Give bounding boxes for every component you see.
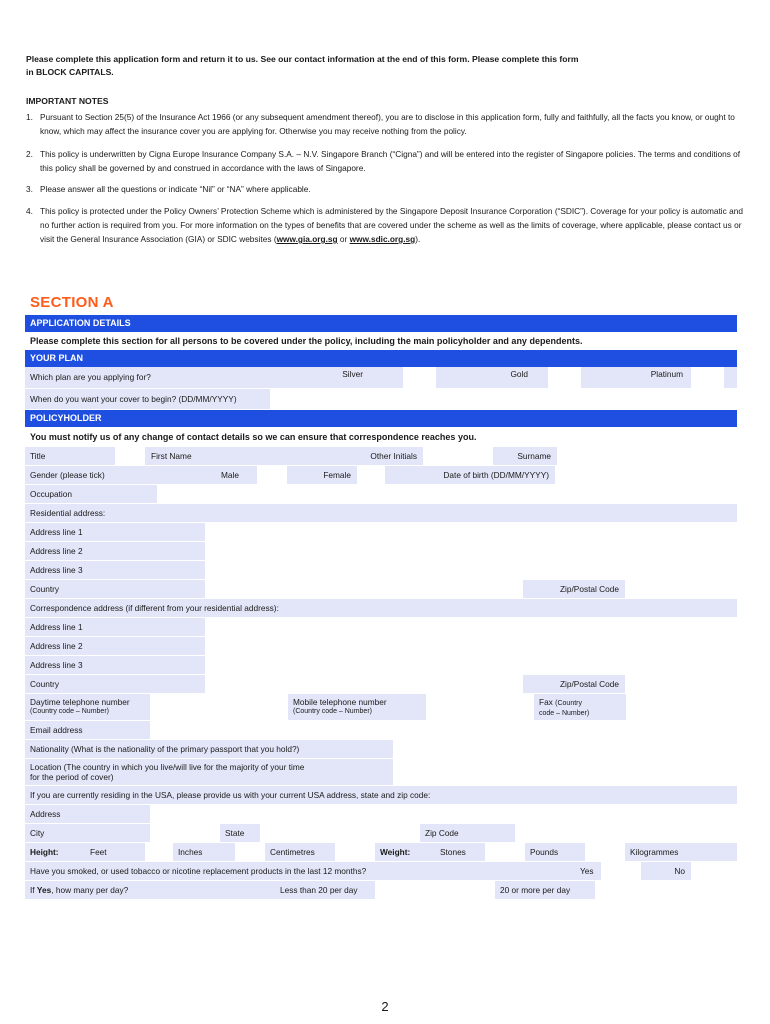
important-notes-heading: IMPORTANT NOTES xyxy=(26,96,109,106)
name-row xyxy=(25,447,737,466)
nationality-row xyxy=(25,740,737,759)
more-than-20-checkbox[interactable] xyxy=(595,881,737,899)
cover-start-row xyxy=(25,389,737,410)
nationality-field[interactable] xyxy=(393,740,737,758)
pounds-field[interactable] xyxy=(585,843,625,861)
note-2 xyxy=(26,147,746,175)
residential-heading-row xyxy=(25,504,737,523)
corr-country-row xyxy=(25,675,737,694)
note-4 xyxy=(26,204,746,246)
note-number: 1. xyxy=(26,112,33,122)
usa-address-label-field: Address xyxy=(25,805,150,823)
smoking-row xyxy=(25,862,737,881)
email-label: Email address xyxy=(25,721,150,739)
smoking-no-checkbox[interactable] xyxy=(691,862,737,880)
mobile-phone-label xyxy=(288,694,426,720)
gender-label: Gender (please tick) xyxy=(25,466,157,484)
res-address-line-2-field[interactable] xyxy=(205,542,737,560)
occupation-row xyxy=(25,485,737,504)
inches-label: Inches xyxy=(173,843,235,861)
phone-row xyxy=(25,694,737,721)
open-paren: ( xyxy=(273,234,277,244)
policyholder-header: POLICYHOLDER xyxy=(25,410,737,427)
plan-platinum-checkbox[interactable] xyxy=(691,367,724,388)
smoking-question-label: Have you smoked, or used tobacco or nicotine replacement products in the last 12 months? xyxy=(25,862,575,880)
gia-website-link[interactable]: www.gia.org.sg xyxy=(276,234,338,244)
corr-country-field[interactable] xyxy=(205,675,523,693)
note-text: This policy is underwritten by Cigna Europe Insurance Company S.A. – N.V. Singapore Branch (“Cigna”) and will be entered into the register of Singapore policies. The terms and conditions of this policy shall be governed by and construed in accordance with the laws of Singapore. xyxy=(40,149,741,173)
fax-hint-1: (Country xyxy=(555,700,582,707)
surname-label: Surname xyxy=(493,447,557,465)
correspondence-address-label: Correspondence address (if different from your residential address): xyxy=(25,599,737,617)
fax-text: Fax xyxy=(539,697,553,707)
res-country-row xyxy=(25,580,737,599)
res-address-line-2-row xyxy=(25,542,737,561)
city-field[interactable] xyxy=(150,824,220,842)
corr-country-label: Country xyxy=(25,675,205,693)
usa-address-label: If you are currently residing in the USA, please provide us with your current USA address, state and zip code: xyxy=(25,786,737,804)
note-3 xyxy=(26,182,746,196)
corr-address-line-2-field[interactable] xyxy=(205,637,737,655)
application-form xyxy=(25,315,737,900)
corr-address-line-1-label: Address line 1 xyxy=(25,618,205,636)
corr-address-line-1-row xyxy=(25,618,737,637)
daytime-phone-field[interactable] xyxy=(150,694,288,720)
per-day-question-label xyxy=(25,881,275,899)
occupation-label: Occupation xyxy=(25,485,157,503)
cover-start-label: When do you want your cover to begin? (DD/MM/YYYY) xyxy=(25,389,270,409)
more-than-20-label: 20 or more per day xyxy=(495,881,595,899)
plan-gold-label: Gold xyxy=(436,367,548,388)
male-label: Male xyxy=(157,466,257,484)
your-plan-header: YOUR PLAN xyxy=(25,350,737,367)
daytime-phone-label xyxy=(25,694,150,720)
corr-address-line-3-field[interactable] xyxy=(205,656,737,674)
corr-address-line-2-label: Address line 2 xyxy=(25,637,205,655)
note-number: 4. xyxy=(26,206,33,216)
corr-address-line-3-label: Address line 3 xyxy=(25,656,205,674)
res-address-line-1-field[interactable] xyxy=(205,523,737,541)
fax-label xyxy=(534,694,626,720)
surname-field[interactable] xyxy=(557,447,737,465)
other-initials-label: Other Initials xyxy=(337,447,423,465)
if-suffix: , how many per day? xyxy=(51,885,129,895)
mobile-phone-hint: (Country code – Number) xyxy=(293,708,372,715)
page-number: 2 xyxy=(381,999,389,1014)
first-name-label: First Name xyxy=(145,447,357,465)
weight-label: Weight: xyxy=(375,843,435,861)
fax-field[interactable] xyxy=(626,694,737,720)
res-address-line-3-label: Address line 3 xyxy=(25,561,205,579)
dob-label: Date of birth (DD/MM/YYYY) xyxy=(385,466,555,484)
note-1 xyxy=(26,110,746,138)
if-prefix: If xyxy=(30,885,37,895)
feet-field[interactable] xyxy=(145,843,173,861)
mobile-phone-field[interactable] xyxy=(426,694,534,720)
res-address-line-3-row xyxy=(25,561,737,580)
smoking-yes-checkbox[interactable] xyxy=(601,862,641,880)
other-initials-field[interactable] xyxy=(423,447,493,465)
height-label: Height: xyxy=(25,843,85,861)
occupation-field[interactable] xyxy=(157,485,737,503)
female-checkbox[interactable] xyxy=(357,466,385,484)
application-details-header: APPLICATION DETAILS xyxy=(25,315,737,332)
res-zip-field[interactable] xyxy=(625,580,737,598)
daytime-phone-text: Daytime telephone number xyxy=(30,697,130,707)
note-text: This policy is protected under the Policy Owners’ Protection Scheme which is administered by the Singapore Deposit Insurance Corporation (“SDIC”). Coverage for your policy is automatic and no further action is required from you. For more information on the types of benefits that are covered under the scheme as well as the limits of coverage, where applicable, please contact us or visit the General Insurance Association (GIA) or SDIC websites xyxy=(40,206,743,244)
title-label: Title xyxy=(25,447,115,465)
location-label xyxy=(25,759,393,785)
note-number: 2. xyxy=(26,149,33,159)
note-end: ). xyxy=(415,234,421,244)
smoking-yes-label: Yes xyxy=(575,862,601,880)
correspondence-heading-row xyxy=(25,599,737,618)
usa-city-row xyxy=(25,824,737,843)
zipcode-field[interactable] xyxy=(515,824,737,842)
corr-address-line-1-field[interactable] xyxy=(205,618,737,636)
res-zip-label: Zip/Postal Code xyxy=(523,580,625,598)
location-text-2: for the period of cover) xyxy=(30,772,114,782)
plan-silver-label: Silver xyxy=(293,367,403,388)
res-country-label: Country xyxy=(25,580,205,598)
female-label: Female xyxy=(287,466,357,484)
less-than-20-label: Less than 20 per day xyxy=(275,881,375,899)
inches-field[interactable] xyxy=(235,843,265,861)
plan-question-label: Which plan are you applying for? xyxy=(25,367,293,388)
city-label: City xyxy=(25,824,150,842)
daytime-phone-hint: (Country code – Number) xyxy=(30,708,109,715)
policyholder-note: You must notify us of any change of contact details so we can ensure that correspondence reaches you. xyxy=(25,427,737,447)
cover-start-field[interactable] xyxy=(270,389,737,409)
res-country-field[interactable] xyxy=(205,580,523,598)
state-label: State xyxy=(220,824,260,842)
corr-address-line-2-row xyxy=(25,637,737,656)
res-address-line-1-row xyxy=(25,523,737,542)
male-checkbox[interactable] xyxy=(257,466,287,484)
note-number: 3. xyxy=(26,184,33,194)
res-address-line-3-field[interactable] xyxy=(205,561,737,579)
corr-zip-field[interactable] xyxy=(625,675,737,693)
state-field[interactable] xyxy=(260,824,420,842)
kilogrammes-label: Kilogrammes xyxy=(625,843,737,861)
location-text-1: Location (The country in which you live/will live for the majority of your time xyxy=(30,762,305,772)
sdic-website-link[interactable]: www.sdic.org.sg xyxy=(349,234,416,244)
plan-silver-checkbox[interactable] xyxy=(403,367,436,388)
email-field[interactable] xyxy=(150,721,737,739)
gender-row xyxy=(25,466,737,485)
usa-heading-row xyxy=(25,786,737,805)
location-field[interactable] xyxy=(393,759,737,785)
title-field[interactable] xyxy=(115,447,145,465)
height-weight-row xyxy=(25,843,737,862)
res-address-line-2-label: Address line 2 xyxy=(25,542,205,560)
stones-field[interactable] xyxy=(485,843,525,861)
centimetres-label: Centimetres xyxy=(265,843,335,861)
pounds-label: Pounds xyxy=(525,843,585,861)
nationality-label: Nationality (What is the nationality of the primary passport that you hold?) xyxy=(25,740,393,758)
smoking-no-label: No xyxy=(641,862,691,880)
residential-address-label: Residential address: xyxy=(25,504,737,522)
link-separator: or xyxy=(337,234,350,244)
intro-line-1: Please complete this application form and return it to us. See our contact information at the end of this form. Please complete this form xyxy=(26,54,579,64)
corr-address-line-3-row xyxy=(25,656,737,675)
stones-label: Stones xyxy=(435,843,485,861)
usa-address-row xyxy=(25,805,737,824)
plan-row xyxy=(25,367,737,389)
corr-zip-label: Zip/Postal Code xyxy=(523,675,625,693)
usa-address-field[interactable] xyxy=(150,805,737,823)
location-row xyxy=(25,759,737,786)
zipcode-label: Zip Code xyxy=(420,824,515,842)
note-text: Please answer all the questions or indicate “Nil” or “NA” where applicable. xyxy=(40,184,311,194)
section-title: SECTION A xyxy=(30,294,114,311)
less-than-20-checkbox[interactable] xyxy=(375,881,495,899)
mobile-phone-text: Mobile telephone number xyxy=(293,697,387,707)
intro-line-2: in BLOCK CAPITALS. xyxy=(26,67,114,77)
feet-label: Feet xyxy=(85,843,145,861)
note-text: Pursuant to Section 25(5) of the Insurance Act 1966 (or any subsequent amendment thereof), you are to disclose in this application form, fully and faithfully, all the facts you know, or ought to know, which may affect the insurance cover you are applying for. Otherwise you may receive nothing from the policy. xyxy=(40,112,735,136)
centimetres-field[interactable] xyxy=(335,843,375,861)
plan-platinum-label: Platinum xyxy=(581,367,691,388)
fax-hint-2: code – Number) xyxy=(539,710,590,717)
intro-text xyxy=(26,53,746,79)
section-instruction: Please complete this section for all persons to be covered under the policy, including the main policyholder and any dependents. xyxy=(25,332,737,350)
plan-gold-checkbox[interactable] xyxy=(548,367,581,388)
res-address-line-1-label: Address line 1 xyxy=(25,523,205,541)
email-row xyxy=(25,721,737,740)
per-day-row xyxy=(25,881,737,900)
dob-field[interactable] xyxy=(555,466,737,484)
if-yes-bold: Yes xyxy=(36,885,52,895)
